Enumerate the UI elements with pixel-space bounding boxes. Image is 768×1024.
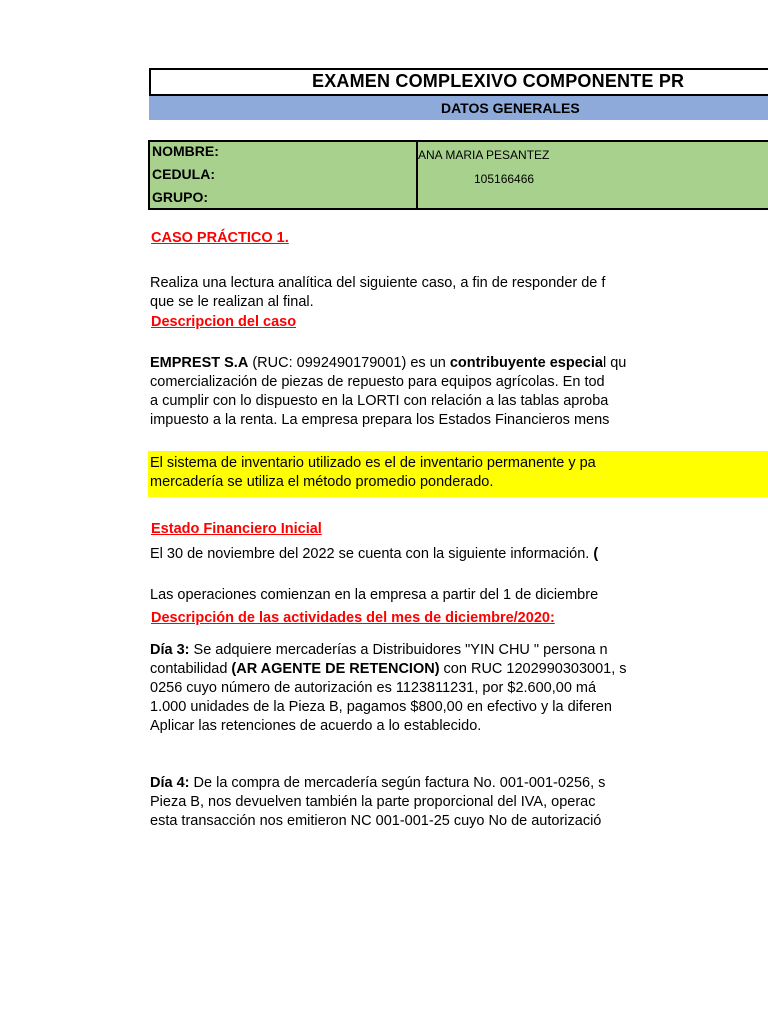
empresa-tail: l qu: [602, 355, 627, 371]
estado-paragraph: [150, 545, 768, 564]
inventario-line: mercadería se utiliza el método promedio ponderado.: [150, 474, 494, 490]
empresa-ruc: (RUC: 0992490179001) es un: [248, 355, 450, 371]
operaciones-paragraph: [150, 586, 768, 605]
descripcion-heading: Descripcion del caso: [151, 314, 297, 330]
dia4-line: esta transacción nos emitieron NC 001-001-25 cuyo No de autorizació: [150, 813, 602, 829]
exam-title: EXAMEN COMPLEXIVO COMPONENTE PR: [312, 71, 685, 91]
caso-practico-heading: CASO PRÁCTICO 1.: [151, 230, 289, 246]
dia3-label: Día 3:: [150, 642, 190, 658]
intro-line: Realiza una lectura analítica del siguiente caso, a fin de responder de f: [150, 275, 606, 291]
dia3-paragraph: [150, 641, 768, 736]
intro-paragraph: [150, 274, 768, 312]
dia4-text: De la compra de mercadería según factura No. 001-001-0256, s: [189, 775, 606, 791]
inventario-line: El sistema de inventario utilizado es el de inventario permanente y pa: [150, 455, 596, 471]
dia4-first-line: [150, 774, 768, 793]
dia3-second-post: con RUC 1202990303001, s: [439, 661, 627, 677]
estado-line: [150, 545, 768, 564]
dia4-line: Pieza B, nos devuelven también la parte proporcional del IVA, operac: [150, 794, 596, 810]
grupo-label: GRUPO:: [152, 189, 208, 205]
estado-financiero-heading: Estado Financiero Inicial: [151, 521, 322, 537]
nombre-value: ANA MARIA PESANTEZ: [418, 148, 550, 162]
datos-generales-bar: [149, 96, 768, 120]
dia3-line: 1.000 unidades de la Pieza B, pagamos $800,00 en efectivo y la diferen: [150, 699, 612, 715]
dia3-second-line: [150, 660, 768, 679]
estado-line-bold: (: [593, 546, 599, 562]
empresa-paragraph: [150, 354, 768, 430]
inventario-highlight: [148, 451, 768, 497]
exam-title-box: [149, 68, 768, 96]
empresa-contribuyente: contribuyente especia: [449, 355, 603, 371]
datos-generales-label: DATOS GENERALES: [441, 100, 580, 116]
empresa-line: comercialización de piezas de repuesto para equipos agrícolas. En tod: [150, 374, 605, 390]
actividades-heading: Descripción de las actividades del mes de diciembre/2020:: [151, 610, 555, 626]
cedula-value: 105166466: [474, 172, 535, 186]
dia3-line: Aplicar las retenciones de acuerdo a lo establecido.: [150, 718, 482, 734]
dia4-paragraph: [150, 774, 768, 831]
dia3-agente-retencion: (AR AGENTE DE RETENCION): [231, 661, 440, 677]
cedula-label: CEDULA:: [152, 166, 215, 182]
empresa-line: a cumplir con lo dispuesto en la LORTI con relación a las tablas aproba: [150, 393, 609, 409]
dia4-label: Día 4:: [150, 775, 190, 791]
dia3-line: 0256 cuyo número de autorización es 1123811231, por $2.600,00 má: [150, 680, 597, 696]
nombre-label: NOMBRE:: [152, 143, 219, 159]
empresa-line: impuesto a la renta. La empresa prepara los Estados Financieros mens: [150, 412, 610, 428]
empresa-first-line: [150, 354, 768, 373]
empresa-name: EMPREST S.A: [150, 355, 249, 371]
dia3-first-line: [150, 641, 768, 660]
dia3-second-pre: contabilidad: [150, 661, 232, 677]
student-info-box: [148, 140, 768, 210]
inventario-text: [150, 454, 596, 492]
dia3-text: Se adquiere mercaderías a Distribuidores "YIN CHU " persona n: [189, 642, 608, 658]
operaciones-line: Las operaciones comienzan en la empresa a partir del 1 de diciembre: [150, 587, 599, 603]
intro-line: que se le realizan al final.: [150, 294, 314, 310]
estado-line-text: El 30 de noviembre del 2022 se cuenta con la siguiente información.: [150, 546, 594, 562]
